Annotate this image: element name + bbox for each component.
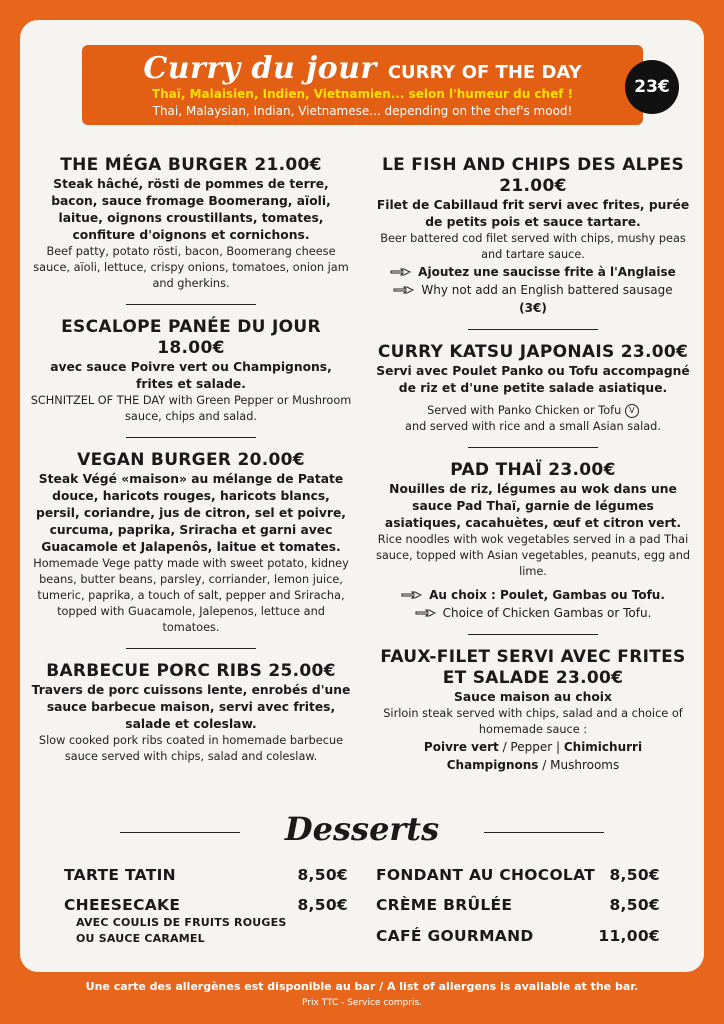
divider: [126, 437, 256, 438]
item-price: 21.00€: [499, 176, 567, 196]
dessert-name: CHEESECAKE: [64, 896, 181, 914]
dessert-row: [376, 927, 660, 945]
menu-item-faux-filet: [372, 647, 694, 774]
dessert-row: [376, 866, 660, 884]
item-desc-en: Rice noodles with wok vegetables served in a pad Thai sauce, topped with Asian vegetables, peanuts, egg and lime.: [375, 533, 691, 578]
menu-item-fish-and-chips: [372, 155, 694, 317]
item-title: THE MÉGA BURGER 21.00€: [60, 155, 322, 175]
divider: [468, 329, 598, 330]
dessert-price: 8,50€: [609, 896, 660, 914]
dessert-name: CRÈME BRÛLÉE: [376, 896, 513, 914]
item-desc-en: Homemade Vege patty made with sweet potato, kidney beans, butter beans, parsley, corriander, lemon juice, tumeric, paprika, a touch of salt, pepper and Sriracha, topped with Guacamole, Jalepenos, lettuce and tomatoes.: [33, 557, 349, 634]
sausage-note-en: Why not add an English battered sausage: [372, 281, 694, 299]
dessert-price: 8,50€: [609, 866, 660, 884]
item-desc-fr: avec sauce Poivre vert ou Champignons, frites et salade.: [50, 360, 332, 391]
curry-script-title: Curry du jour: [143, 51, 377, 86]
dessert-price: 8,50€: [297, 866, 348, 884]
divider: [126, 304, 256, 305]
item-title: PAD THAÏ 23.00€: [450, 460, 616, 480]
desserts-heading: [120, 812, 604, 848]
dessert-row: [64, 896, 348, 914]
divider: [468, 447, 598, 448]
item-desc-en: Beef patty, potato rösti, bacon, Boomerang cheese sauce, aïoli, lettuce, crispy onions, tomatoes, onion jam and gherkins.: [33, 245, 349, 290]
menu-item-vegan-burger: [30, 450, 352, 636]
pointing-hand-icon: [415, 609, 437, 619]
item-title: BARBECUE PORC RIBS 25.00€: [46, 661, 336, 681]
dessert-name: TARTE TATIN: [64, 866, 176, 884]
curry-title-en: CURRY OF THE DAY: [387, 62, 582, 83]
menu-item-pad-thai: [372, 460, 694, 622]
item-desc-fr: Travers de porc cuissons lente, enrobés d'une sauce barbecue maison, servi avec frites, salade et coleslaw.: [31, 683, 351, 731]
vegan-icon: V: [625, 404, 639, 418]
cheesecake-options: AVEC COULIS DE FRUITS ROUGES OU SAUCE CARAMEL: [76, 916, 287, 945]
desserts-title: Desserts: [284, 810, 440, 848]
item-desc-en: Beer battered cod filet served with chips, mushy peas and tartare sauce.: [380, 232, 686, 261]
menu-item-mega-burger: [30, 155, 352, 292]
dessert-price: 8,50€: [297, 896, 348, 914]
dessert-name: CAFÉ GOURMAND: [376, 927, 534, 945]
choice-note-en: Choice of Chicken Gambas or Tofu.: [372, 604, 694, 622]
pointing-hand-icon: [393, 286, 415, 296]
sausage-note-fr: Ajoutez une saucisse frite à l'Anglaise: [372, 263, 694, 281]
item-desc-fr: Nouilles de riz, légumes au wok dans une sauce Pad Thaï, garnie de légumes asiatiques, cacahuètes, œuf et citron vert.: [384, 482, 682, 530]
item-title: ESCALOPE PANÉE DU JOUR 18.00€: [61, 317, 321, 358]
item-desc-fr: Steak hâché, rösti de pommes de terre, bacon, sauce fromage Boomerang, aïoli, laitue, oignons croustillants, tomates, confiture d'oignons et cornichons.: [51, 177, 331, 242]
menu-item-katsu: [372, 342, 694, 435]
item-desc-en: Sirloin steak served with chips, salad and a choice of homemade sauce :: [383, 707, 683, 736]
pointing-hand-icon: [401, 591, 423, 601]
item-desc-en: SCHNITZEL OF THE DAY with Green Pepper or Mushroom sauce, chips and salad.: [30, 394, 352, 423]
menu-item-escalope: [30, 317, 352, 425]
item-title: LE FISH AND CHIPS DES ALPES: [381, 155, 685, 175]
curry-subtitle-fr: Thaï, Malaisien, Indien, Vietnamien... selon l'humeur du chef !: [151, 87, 574, 101]
choice-note-fr: Au choix : Poulet, Gambas ou Tofu.: [372, 586, 694, 604]
pointing-hand-icon: [390, 268, 412, 278]
divider: [126, 648, 256, 649]
item-title: CURRY KATSU JAPONAIS 23.00€: [377, 342, 689, 362]
sausage-price: (3€): [519, 301, 547, 315]
item-title: FAUX-FILET SERVI AVEC FRITES ET SALADE 23.00€: [380, 647, 686, 688]
dessert-row: [376, 896, 660, 914]
item-desc-en: Served with Panko Chicken or Tofu V and served with rice and a small Asian salad.: [405, 404, 661, 433]
item-desc-en: Slow cooked pork ribs coated in homemade barbecue sauce served with chips, salad and coleslaw.: [38, 734, 344, 763]
right-column: [372, 155, 694, 774]
dessert-price: 11,00€: [598, 927, 660, 945]
divider: [484, 832, 604, 833]
item-desc-fr: Servi avec Poulet Panko ou Tofu accompagné de riz et d'une petite salade asiatique.: [376, 364, 690, 395]
item-desc-fr: Steak Végé «maison» au mélange de Patate douce, haricots rouges, haricots blancs, persil, coriandre, jus de citron, sel et poivre, curcuma, paprika, Sriracha et garni avec Guacamole et Jalapenôs, laitue et tomates.: [36, 472, 346, 554]
item-desc-fr: Filet de Cabillaud frit servi avec frites, purée de petits pois et sauce tartare.: [376, 198, 690, 229]
item-title: VEGAN BURGER 20.00€: [77, 450, 305, 470]
allergens-note: Une carte des allergènes est disponible au bar / A list of allergens is available at the bar.: [85, 980, 639, 993]
dessert-row: [64, 866, 348, 884]
curry-price-badge: 23€: [625, 60, 679, 114]
curry-subtitle-en: Thai, Malaysian, Indian, Vietnamese... depending on the chef's mood!: [152, 104, 573, 118]
service-note: Prix TTC - Service compris.: [301, 998, 423, 1008]
dessert-name: FONDANT AU CHOCOLAT: [376, 866, 596, 884]
menu-item-ribs: [30, 661, 352, 765]
item-desc-fr: Sauce maison au choix: [454, 690, 612, 704]
divider: [468, 634, 598, 635]
curry-banner: [82, 45, 643, 125]
left-column: [30, 155, 352, 765]
sauce-options: Poivre vert / Pepper | Chimichurri Champignons / Mushrooms: [423, 740, 643, 772]
